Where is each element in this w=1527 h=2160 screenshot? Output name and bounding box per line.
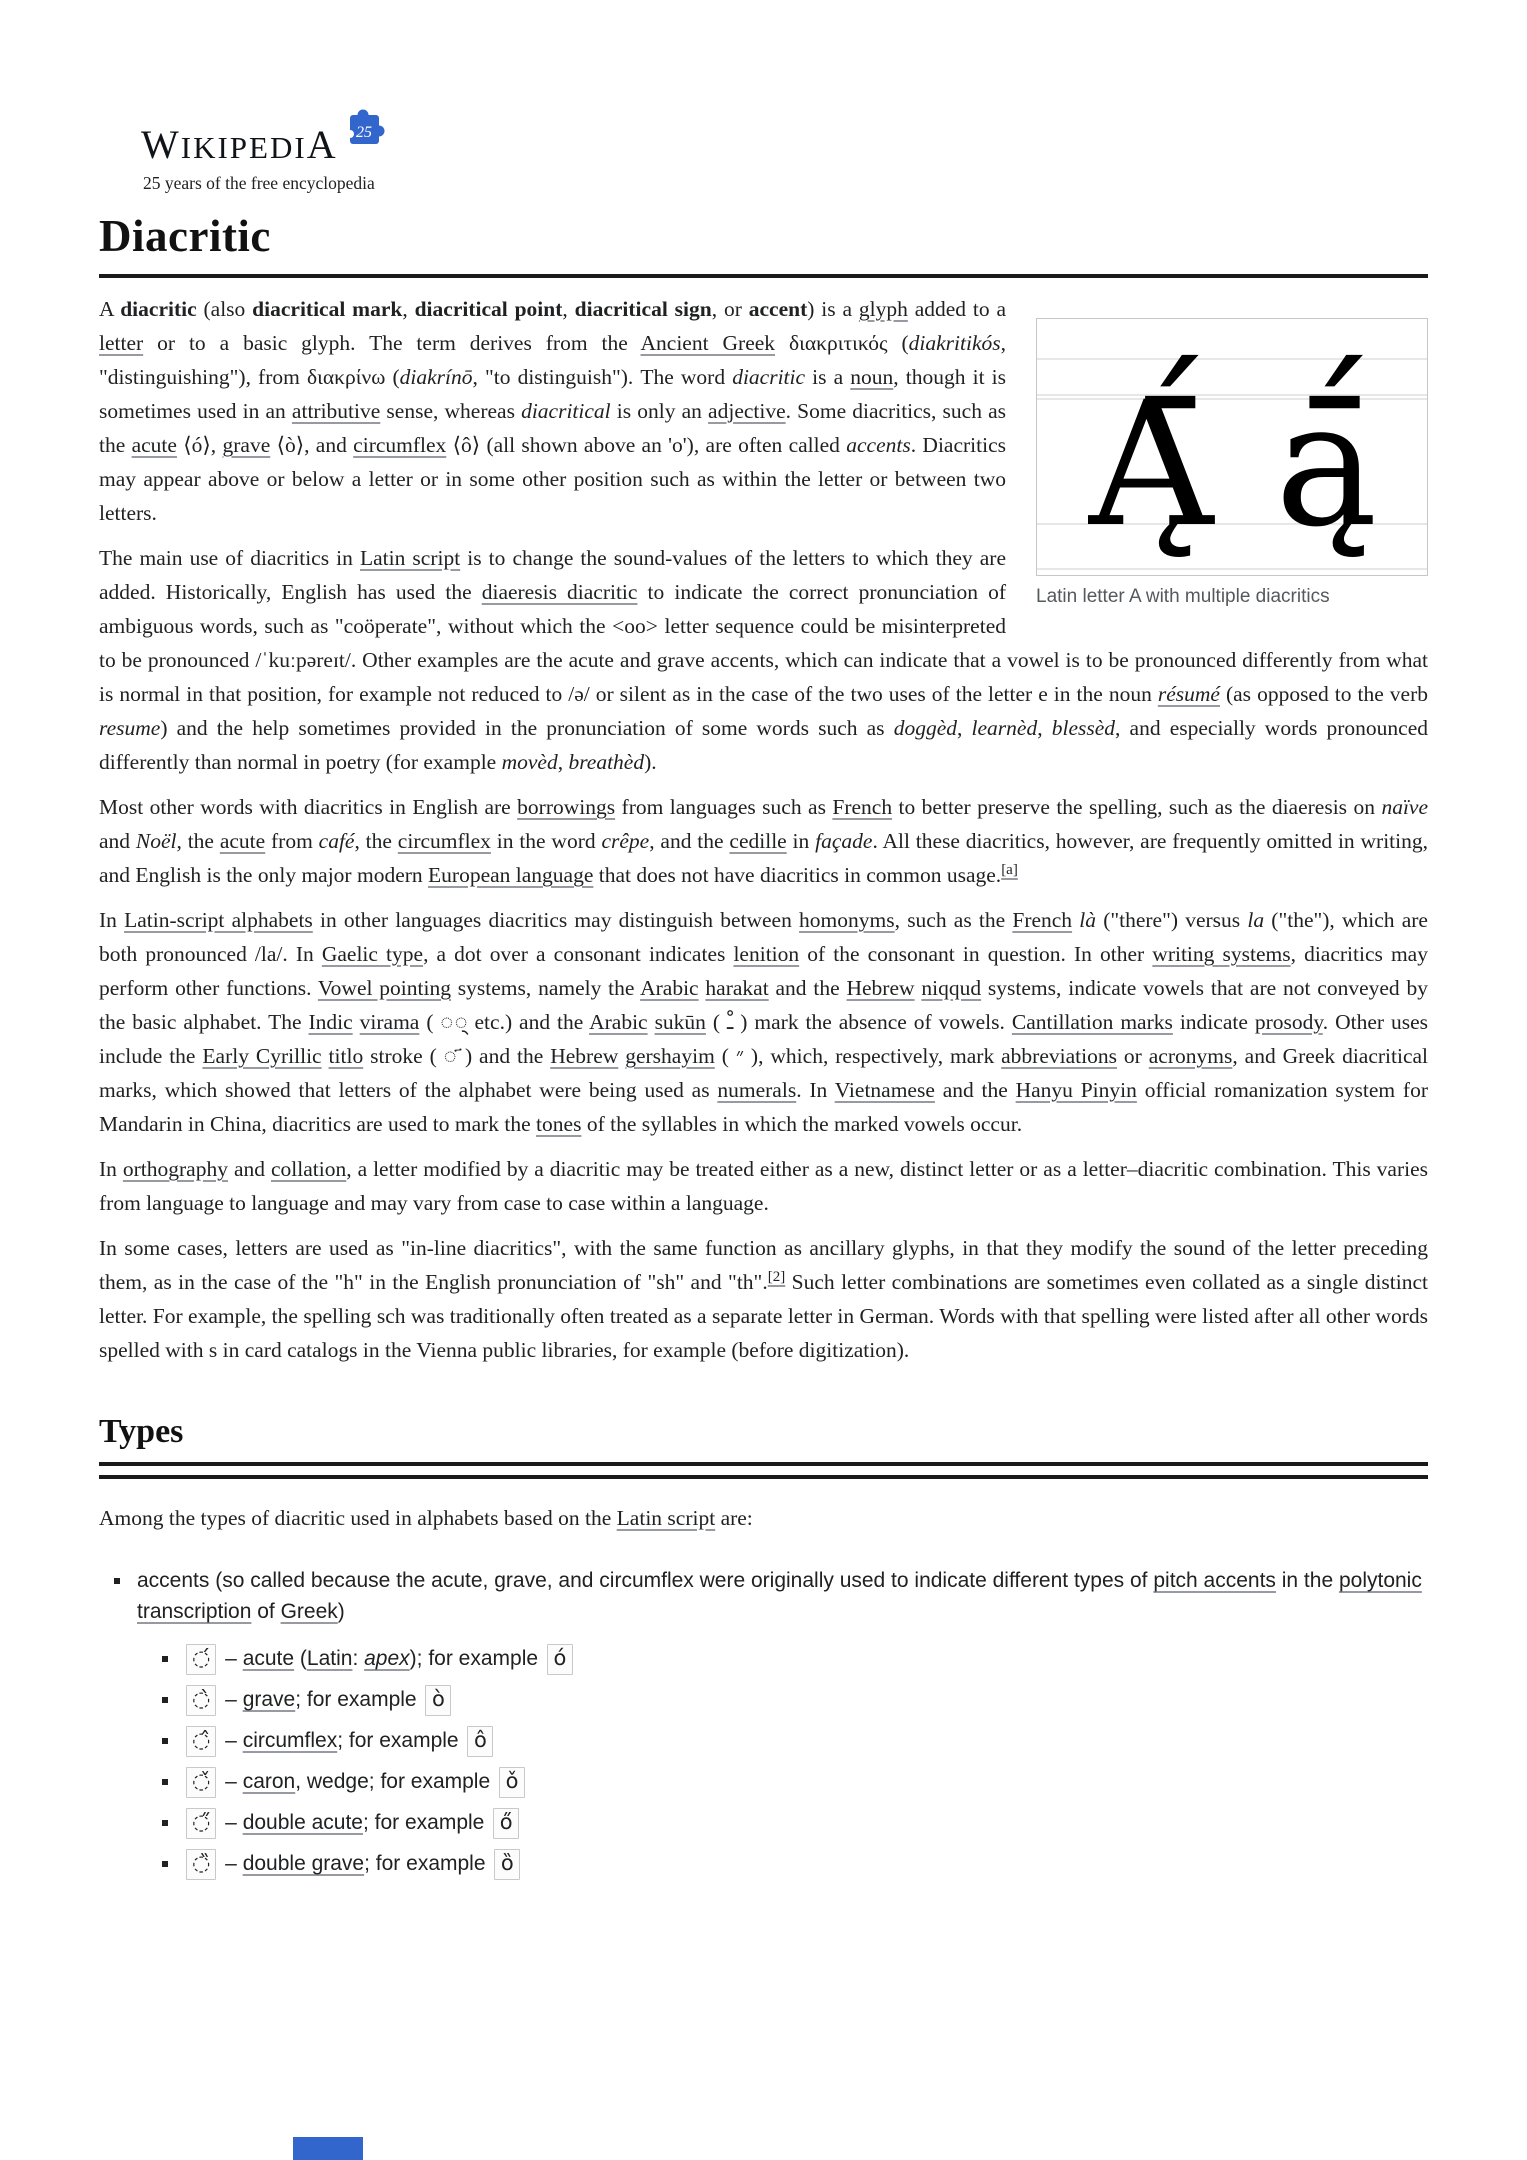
article-link[interactable]: writing systems <box>1152 942 1291 966</box>
article-link[interactable]: borrowings <box>517 795 616 819</box>
character-box: ◌̌ <box>186 1767 216 1798</box>
bold-text: diacritic <box>120 297 197 321</box>
wordmark-last-letter: A <box>306 122 338 167</box>
article-link[interactable]: polytonic transcription <box>137 1569 1422 1623</box>
italic-text: naïve <box>1381 795 1428 819</box>
italic-text: diacritic <box>732 365 806 389</box>
article-link[interactable]: circumflex <box>353 433 447 457</box>
article-link[interactable]: titlo <box>328 1044 364 1068</box>
article-link[interactable]: Cantillation marks <box>1011 1010 1173 1034</box>
wordmark-middle: IKIPEDI <box>180 130 307 165</box>
list-item: ▪ ◌̂ – circumflex; for example ô <box>181 1725 1428 1757</box>
article-link[interactable]: diaeresis diacritic <box>481 580 638 604</box>
types-list <box>99 1565 1428 1880</box>
article-link[interactable]: sukūn <box>654 1010 706 1034</box>
article-link[interactable]: European language <box>428 863 594 887</box>
article-link[interactable]: Hebrew <box>550 1044 619 1068</box>
wordmark-first-letter: W <box>141 122 181 167</box>
character-box: ǒ <box>499 1767 525 1798</box>
article-link[interactable]: glyph <box>858 297 908 321</box>
list-item: ▪ ◌̌ – caron, wedge; for example ǒ <box>181 1766 1428 1798</box>
italic-text: façade <box>815 829 873 853</box>
small-a-with-diacritics: ą̄́ <box>1275 364 1378 565</box>
list-item: ▪ ◌́ – acute (Latin: apex); for example ó <box>181 1643 1428 1675</box>
article-link[interactable]: Latin script <box>359 546 461 570</box>
article-link[interactable]: Arabic <box>589 1010 648 1034</box>
paragraph: In orthography and collation, a letter modified by a diacritic may be treated either as a new, distinct letter or as a letter–diacritic combination. This varies from language to language and may vary from case to case within a language. <box>99 1157 1428 1215</box>
article-link[interactable]: apex <box>364 1647 410 1670</box>
article-link[interactable]: acronyms <box>1148 1044 1233 1068</box>
character-box: ô <box>467 1726 493 1757</box>
article-link[interactable]: homonyms <box>799 908 895 932</box>
article-link[interactable]: lenition <box>733 942 800 966</box>
character-box: ◌́ <box>186 1644 216 1675</box>
section-heading-rule <box>99 1475 1428 1479</box>
italic-text: diacritical <box>521 399 611 423</box>
italic-text: crêpe <box>601 829 650 853</box>
paragraph: A diacritic (also diacritical mark, diacritical point, diacritical sign, or accent) is a glyph added to a letter or to a basic glyph. The term derives from the Ancient Greek διακριτικός (diakritikós, "distinguishing"), from διακρίνω (diakrínō, "to distinguish"). The word diacritic is a noun, though it is sometimes used in an attributive sense, whereas diacritical is only an adjective. Some diacritics, such as the acute ⟨ó⟩, grave ⟨ò⟩, and circumflex ⟨ô⟩ (all shown above an 'o'), are often called accents. Diacritics may appear above or below a letter or in some other position such as within the letter or between two letters. <box>99 297 1007 525</box>
article-link[interactable]: circumflex <box>397 829 491 853</box>
capital-a-with-diacritics: Ą̄́ <box>1089 364 1214 565</box>
bold-text: diacritical point <box>414 297 563 321</box>
footnote-link[interactable]: [2] <box>767 1268 786 1285</box>
article-link[interactable]: French <box>832 795 893 819</box>
article-link[interactable]: acute <box>131 433 177 457</box>
italic-text: movèd <box>501 750 558 774</box>
article-link[interactable]: Early Cyrillic <box>202 1044 322 1068</box>
article-link[interactable]: double acute <box>242 1811 363 1834</box>
character-box: ő <box>493 1808 519 1839</box>
italic-text: café <box>318 829 355 853</box>
italic-text: Noël <box>135 829 177 853</box>
article-link[interactable]: niqqud <box>921 976 982 1000</box>
article-link[interactable]: Arabic <box>640 976 699 1000</box>
article-link[interactable]: tones <box>536 1112 582 1136</box>
wikipedia-logo[interactable] <box>141 104 1428 194</box>
article-link[interactable]: letter <box>99 331 144 355</box>
article-link[interactable]: noun <box>850 365 894 389</box>
article-link[interactable]: cedille <box>729 829 787 853</box>
list-item-accents <box>133 1565 1428 1880</box>
italic-text: diakritikós <box>908 331 1001 355</box>
article-link[interactable]: grave <box>242 1688 296 1711</box>
article-link[interactable]: harakat <box>705 976 769 1000</box>
article-link[interactable]: Vowel pointing <box>317 976 451 1000</box>
paragraph: The main use of diacritics in Latin script is to change the sound-values of the letters to which they are added. Historically, English has used the diaeresis diacritic to indicate the correct pronunciation of ambiguous words, such as "coöperate", without which the <oo> letter sequence could be misinterpreted to be pronounced /ˈkuːpəreɪt/. Other examples are the acute and grave accents, which can indicate that a vowel is to be pronounced differently from what is normal in that position, for example not reduced to /ə/ or silent as in the case of the two uses of the letter e in the noun résumé (as opposed to the verb resume) and the help sometimes provided in the pronunciation of some words such as doggèd, learnèd, blessèd, and especially words pronounced differently than normal in poetry (for example movèd, breathèd). <box>99 546 1428 774</box>
bold-text: accent <box>748 297 808 321</box>
accent-subtypes-list <box>137 1643 1428 1880</box>
article-link[interactable]: Hanyu Pinyin <box>1015 1078 1137 1102</box>
article-link[interactable]: Vietnamese <box>834 1078 935 1102</box>
italic-text: doggèd <box>893 716 957 740</box>
character-box: ò <box>425 1685 451 1716</box>
article-link[interactable]: double grave <box>242 1852 365 1875</box>
italic-text: la <box>1247 908 1265 932</box>
footnote-ref <box>1001 862 1018 878</box>
character-box: ◌̂ <box>186 1726 216 1757</box>
article-link[interactable]: acute <box>219 829 266 853</box>
article-link[interactable]: attributive <box>291 399 381 423</box>
character-box: ȍ <box>494 1849 520 1880</box>
article-link[interactable]: Latin script <box>616 1506 716 1530</box>
bold-text: diacritical sign <box>574 297 712 321</box>
diacritics-illustration[interactable] <box>1036 318 1428 576</box>
article-link[interactable]: gershayim <box>625 1044 715 1068</box>
article-link[interactable]: caron <box>242 1770 296 1793</box>
paragraph: Most other words with diacritics in English are borrowings from languages such as French to better preserve the spelling, such as the diaeresis on naïve and Noël, the acute from café, the circumflex in the word crêpe, and the cedille in façade. All these diacritics, however, are frequently omitted in writing, and English is the only major modern European language that does not have diacritics in common usage.[a] <box>99 795 1428 887</box>
wikipedia-wordmark <box>141 122 338 167</box>
article-link[interactable]: prosody <box>1254 1010 1323 1034</box>
article-link[interactable]: grave <box>222 433 271 457</box>
article-link[interactable]: acute <box>242 1647 295 1670</box>
article-link[interactable]: Gaelic type <box>321 942 424 966</box>
article-link[interactable]: Latin-script alphabets <box>124 908 313 932</box>
paragraph: In Latin-script alphabets in other languages diacritics may distinguish between homonyms, such as the French là ("there") versus la ("the"), which are both pronounced /la/. In Gaelic type, a dot over a consonant indicates lenition of the consonant in question. In other writing systems, diacritics may perform other functions. Vowel pointing systems, namely the Arabic harakat and the Hebrew niqqud systems, indicate vowels that are not conveyed by the basic alphabet. The Indic virama ( ◌् etc.) and the Arabic sukūn ( ـْ ) mark the absence of vowels. Cantillation marks indicate prosody. Other uses include the Early Cyrillic titlo stroke ( ◌҃ ) and the Hebrew gershayim ( ״ ), which, respectively, mark abbreviations or acronyms, and Greek diacritical marks, which showed that letters of the alphabet were being used as numerals. In Vietnamese and the Hanyu Pinyin official romanization system for Mandarin in China, diacritics are used to mark the tones of the syllables in which the marked vowels occur. <box>99 908 1429 1136</box>
footnote-link[interactable]: [a] <box>1001 861 1018 878</box>
list-item: ▪ ◌̀ – grave; for example ò <box>181 1684 1428 1716</box>
paragraph: In some cases, letters are used as "in-line diacritics", with the same function as ancillary glyphs, in that they modify the sound of the letter preceding them, as in the case of the "h" in the English pronunciation of "sh" and "th".[2] Such letter combinations are sometimes even collated as a single distinct letter. For example, the spelling sch was traditionally often treated as a separate letter in German. Words with that spelling were listed after all other words spelled with s in card catalogs in the Vienna public libraries, for example (before digitization). <box>99 1236 1428 1362</box>
article-link[interactable]: French <box>1012 908 1073 932</box>
bold-text: diacritical mark <box>252 297 403 321</box>
article-link[interactable]: Indic <box>308 1010 353 1034</box>
article-link[interactable]: résumé <box>1157 682 1220 706</box>
section-heading-types: Types <box>99 1413 1428 1466</box>
article-link[interactable]: Hebrew <box>846 976 915 1000</box>
character-box: ◌̋ <box>186 1808 216 1839</box>
character-box: ◌̏ <box>186 1849 216 1880</box>
italic-text: blessèd <box>1051 716 1116 740</box>
article-link[interactable]: Ancient Greek <box>640 331 776 355</box>
article-link[interactable]: Latin <box>306 1647 353 1670</box>
article-link[interactable]: collation <box>270 1157 347 1181</box>
article-link[interactable]: abbreviations <box>1001 1044 1117 1068</box>
puzzle-25-icon <box>343 104 387 148</box>
character-box: ◌̀ <box>186 1685 216 1716</box>
article-link[interactable]: Greek <box>280 1600 338 1623</box>
figure-latin-a-diacritics <box>1036 318 1428 609</box>
wikipedia-tagline: 25 years of the free encyclopedia <box>143 173 375 193</box>
list-item: ▪ ◌̋ – double acute; for example ő <box>181 1807 1428 1839</box>
article-link[interactable]: orthography <box>122 1157 228 1181</box>
accents-item-text: accents (so called because the acute, grave, and circumflex were originally used to indicate different types of pitch accents in the polytonic transcription of Greek) <box>137 1569 1422 1623</box>
article-link[interactable]: circumflex <box>242 1729 338 1752</box>
italic-text: accents <box>846 433 911 457</box>
italic-text: là <box>1079 908 1096 932</box>
italic-text: diakrínō <box>399 365 473 389</box>
list-item: ▪ ◌̏ – double grave; for example ȍ <box>181 1848 1428 1880</box>
article-link[interactable]: numerals <box>717 1078 797 1102</box>
italic-text: breathèd <box>568 750 645 774</box>
figure-caption: Latin letter A with multiple diacritics <box>1036 586 1330 607</box>
italic-text: learnèd <box>971 716 1038 740</box>
article-body <box>99 292 1428 1367</box>
latin-a-diacritics-image <box>1037 319 1427 575</box>
article-link[interactable]: adjective <box>708 399 786 423</box>
types-intro: Among the types of diacritic used in alphabets based on the Latin script are: <box>99 1506 753 1530</box>
badge-25-text: 25 <box>355 124 372 141</box>
italic-text: resume <box>99 716 161 740</box>
bottom-blue-fragment <box>293 2137 363 2160</box>
article-link[interactable]: virama <box>359 1010 420 1034</box>
article-link[interactable]: pitch accents <box>1153 1569 1276 1592</box>
article-title: Diacritic <box>99 210 1428 278</box>
character-box: ó <box>547 1644 573 1675</box>
footnote-ref <box>768 1269 786 1285</box>
